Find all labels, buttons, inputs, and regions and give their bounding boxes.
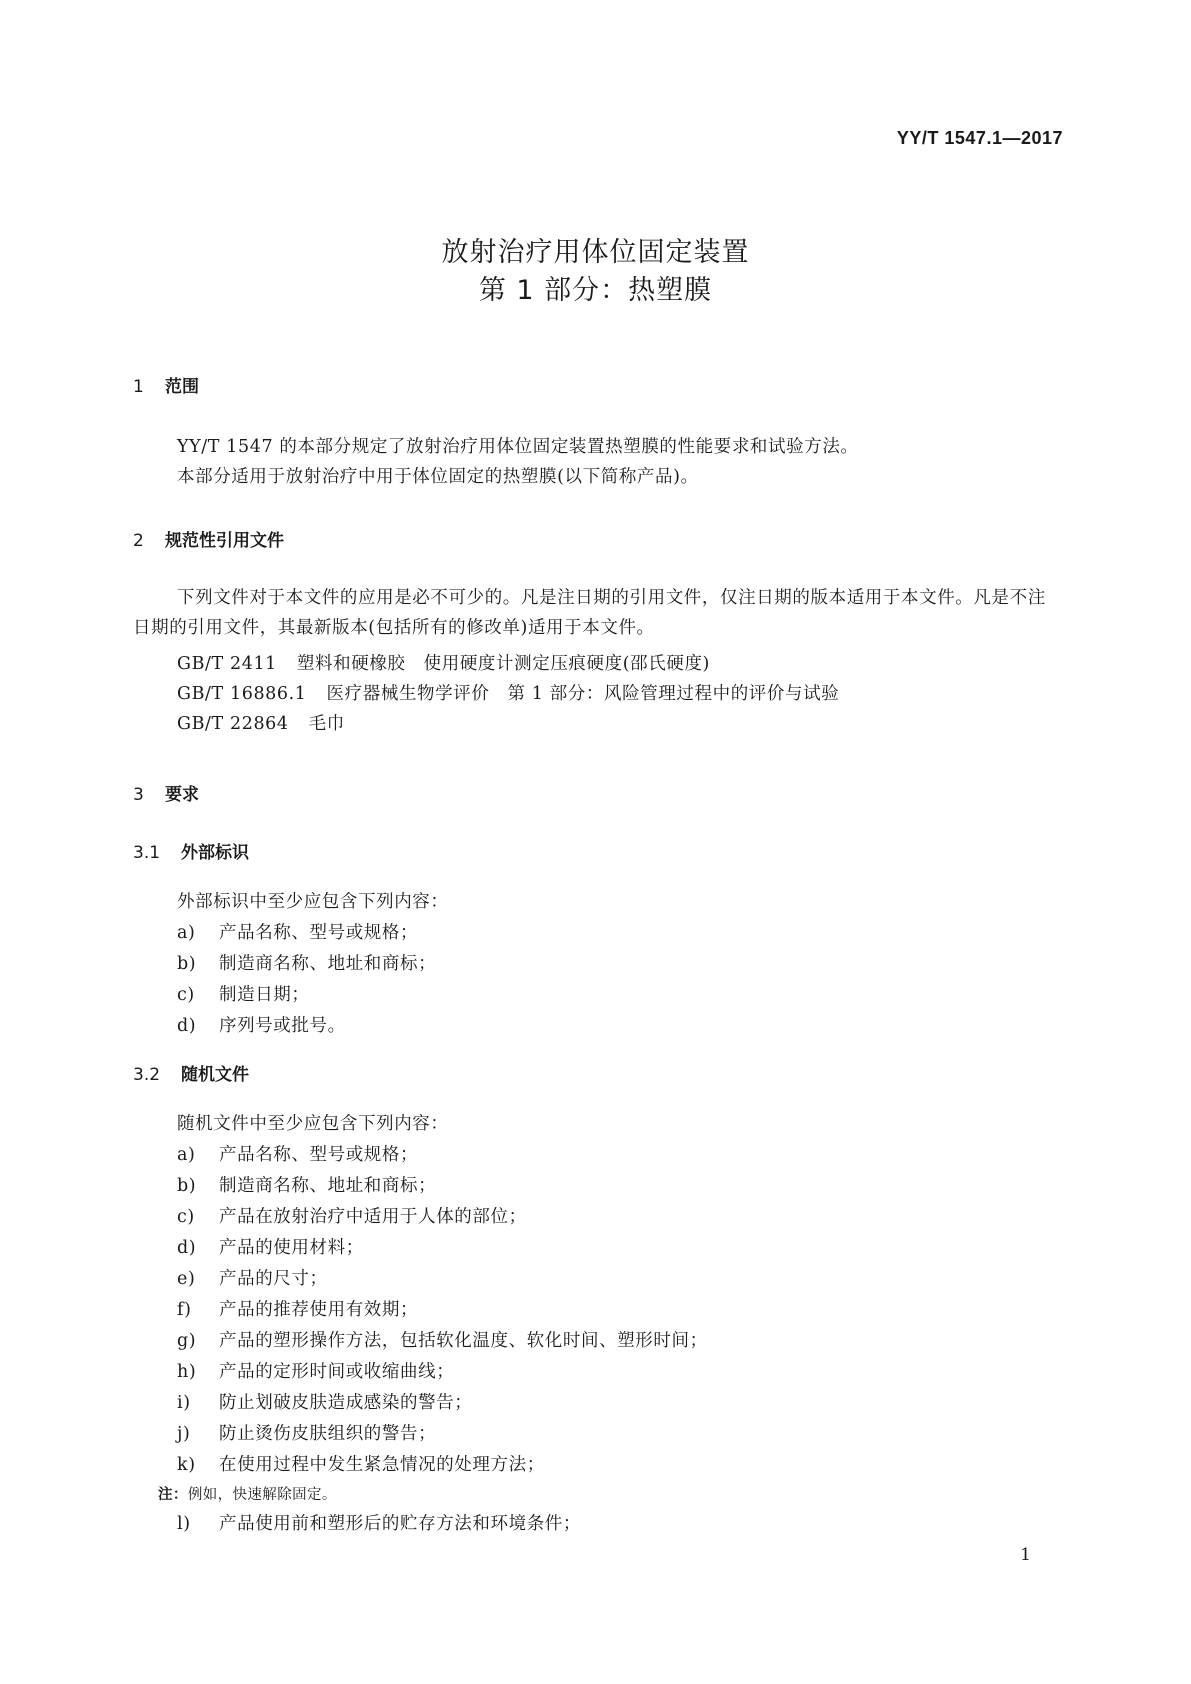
list-item (177, 1510, 581, 1535)
list-text: 序列号或批号。 (219, 1016, 346, 1036)
note-label: 注： (158, 1487, 188, 1503)
reference-code: GB/T 16886.1 (177, 684, 307, 704)
list-marker: j) (177, 1424, 191, 1444)
list-text: 在使用过程中发生紧急情况的处理方法； (219, 1455, 545, 1475)
section-number: 3.1 (133, 843, 161, 863)
reference-code: GB/T 2411 (177, 654, 277, 674)
section-title: 规范性引用文件 (165, 531, 284, 551)
list-item (177, 1420, 436, 1445)
list-marker: h) (177, 1362, 197, 1382)
list-text: 产品的推荐使用有效期； (219, 1300, 419, 1320)
page-number: 1 (1020, 1545, 1031, 1565)
section-number: 3.2 (133, 1065, 161, 1085)
list-marker: k) (177, 1455, 196, 1475)
section-title: 要求 (165, 785, 199, 805)
list-text: 防止烫伤皮肤组织的警告； (219, 1424, 437, 1444)
standard-code: YY/T 1547.1—2017 (896, 128, 1063, 148)
section-3-heading (133, 780, 199, 805)
list-marker: g) (177, 1331, 197, 1351)
paragraph: 随机文件中至少应包含下列内容： (177, 1114, 449, 1134)
list-marker: d) (177, 1016, 197, 1036)
section-number: 3 (133, 785, 144, 805)
list-text: 产品的塑形操作方法，包括软化温度、软化时间、塑形时间； (219, 1331, 708, 1351)
list-item (177, 1265, 328, 1290)
subsection-3-1-heading (133, 838, 249, 863)
list-item (177, 1141, 418, 1166)
paragraph: 下列文件对于本文件的应用是必不可少的。凡是注日期的引用文件，仅注日期的版本适用于本文件。凡是不注日期的引用文件，其最新版本(包括所有的修改单)适用于本文件。 (133, 588, 1046, 638)
list-marker: d) (177, 1238, 197, 1258)
list-item (177, 1296, 418, 1321)
list-item (177, 919, 418, 944)
list-item (177, 1172, 436, 1197)
list-marker: c) (177, 1207, 195, 1227)
list-text: 产品在放射治疗中适用于人体的部位； (219, 1207, 527, 1227)
reference-item (177, 680, 839, 705)
list-text: 产品的尺寸； (219, 1269, 328, 1289)
list-marker: a) (177, 1145, 196, 1165)
reference-code: GB/T 22864 (177, 714, 289, 734)
section-1-heading (133, 372, 199, 397)
list-text: 产品名称、型号或规格； (219, 923, 419, 943)
note (158, 1483, 337, 1504)
section-title: 外部标识 (181, 843, 249, 863)
paragraph: 本部分适用于放射治疗中用于体位固定的热塑膜(以下简称产品)。 (177, 467, 699, 487)
reference-title: 塑料和硬橡胶 使用硬度计测定压痕硬度(邵氏硬度) (296, 654, 710, 674)
list-item (177, 950, 436, 975)
section-2-heading (133, 526, 284, 551)
paragraph: YY/T 1547 的本部分规定了放射治疗用体位固定装置热塑膜的性能要求和试验方法。 (177, 437, 859, 457)
list-item (177, 1012, 346, 1037)
note-text: 例如，快速解除固定。 (187, 1487, 337, 1503)
list-text: 产品名称、型号或规格； (219, 1145, 419, 1165)
list-item (177, 1451, 545, 1476)
list-marker: b) (177, 954, 197, 974)
list-marker: a) (177, 923, 196, 943)
list-item (177, 1203, 527, 1228)
list-item (177, 981, 310, 1006)
list-marker: e) (177, 1269, 196, 1289)
paragraph: 外部标识中至少应包含下列内容： (177, 892, 449, 912)
list-item (177, 1389, 472, 1414)
list-item (177, 1358, 454, 1383)
section-title: 随机文件 (181, 1065, 249, 1085)
list-marker: f) (177, 1300, 192, 1320)
reference-item (177, 710, 345, 735)
document-subtitle: 第 1 部分：热塑膜 (478, 275, 713, 306)
list-marker: b) (177, 1176, 197, 1196)
list-marker: i) (177, 1393, 191, 1413)
list-text: 制造日期； (219, 985, 310, 1005)
section-title: 范围 (165, 377, 199, 397)
list-marker: c) (177, 985, 195, 1005)
list-text: 制造商名称、地址和商标； (219, 954, 437, 974)
reference-title: 毛巾 (308, 714, 345, 734)
reference-title: 医疗器械生物学评价 第 1 部分：风险管理过程中的评价与试验 (326, 684, 840, 704)
document-title: 放射治疗用体位固定装置 (441, 237, 750, 268)
list-text: 防止划破皮肤造成感染的警告； (219, 1393, 473, 1413)
section-number: 2 (133, 531, 144, 551)
list-text: 产品使用前和塑形后的贮存方法和环境条件； (219, 1514, 581, 1534)
list-text: 制造商名称、地址和商标； (219, 1176, 437, 1196)
list-marker: l) (177, 1514, 191, 1534)
reference-item (177, 650, 710, 675)
section-number: 1 (133, 377, 144, 397)
list-item (177, 1234, 364, 1259)
list-text: 产品的定形时间或收缩曲线； (219, 1362, 455, 1382)
subsection-3-2-heading (133, 1060, 249, 1085)
list-text: 产品的使用材料； (219, 1238, 364, 1258)
list-item (177, 1327, 708, 1352)
